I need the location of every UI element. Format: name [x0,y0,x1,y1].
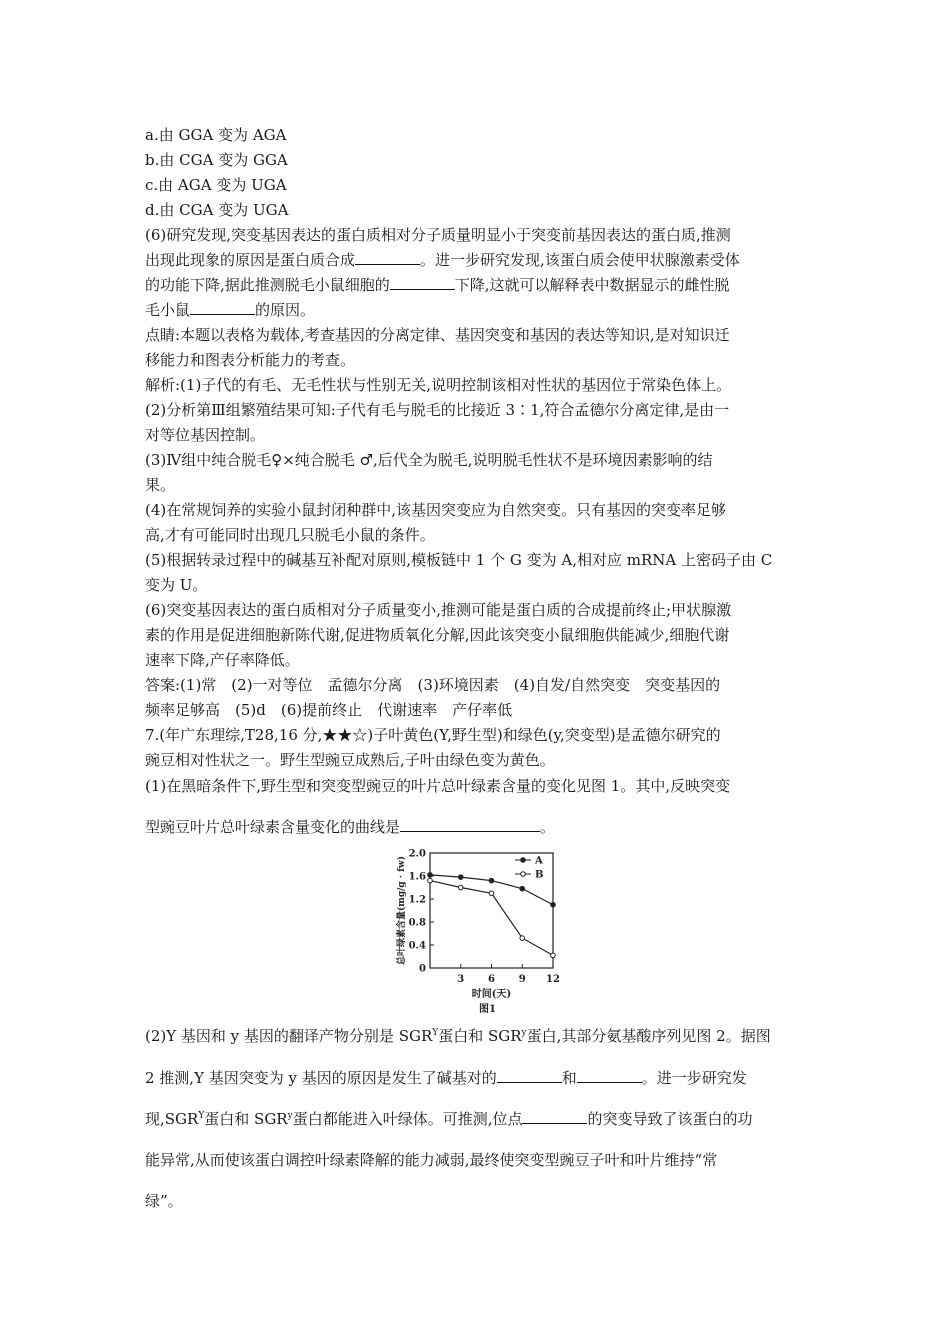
legend-marker-B [521,872,526,877]
text-segment: 蛋白都能进入叶绿体。可推测,位点 [292,1110,523,1128]
y-tick-label: 0.4 [408,940,426,952]
text-segment: 果。 [145,476,176,494]
text-line [145,675,720,695]
y-tick-label: 0.8 [408,917,426,929]
text-line [145,275,730,295]
text-segment: 变为 U。 [145,576,208,594]
text-segment: (1)在黑暗条件下,野生型和突变型豌豆的叶片总叶绿素含量的变化见图 1。其中,反映突变 [145,777,731,795]
text-line [145,600,731,620]
text-segment: 出现此现象的原因是蛋白质合成 [145,251,356,269]
y-axis-label: 总叶绿素含量(mg/g · fw) [397,856,407,965]
text-line [145,200,288,220]
text-line [145,650,300,670]
text-line [145,575,207,595]
text-segment: 的原因。 [255,301,316,319]
text-line [145,776,730,796]
text-segment: c.由 AGA 变为 UGA [145,176,287,194]
y-tick-label: 1.6 [408,871,426,883]
text-line [145,725,721,745]
legend-label-B: B [535,869,544,881]
text-line [145,375,731,395]
text-segment: 点睛:本题以表格为载体,考查基因的分离定律、基因突变和基因的表达等知识,是对知识迁 [145,326,730,344]
text-segment: 频率足够高 (5)d (6)提前终止 代谢速率 产仔率低 [145,701,513,719]
text-line [145,325,730,345]
text-line [145,750,555,770]
text-segment: (5)根据转录过程中的碱基互补配对原则,模板链中 1 个 G 变为 A,相对应 mRNA 上密码子由 C [145,551,773,569]
text-segment: 答案:(1)常 (2)一对等位 孟德尔分离 (3)环境因素 (4)自发/自然突变 突变基因的 [145,676,721,694]
data-point-A [458,875,463,880]
y-tick-label: 1.2 [408,894,426,906]
text-line [145,500,726,520]
legend-label-A: A [535,855,543,867]
x-tick-label: 9 [518,974,526,985]
y-tick-label: 2.0 [408,848,426,860]
text-line [145,1150,717,1170]
text-segment: 毛小鼠 [145,301,191,319]
text-segment: 解析:(1)子代的有毛、无毛性状与性别无关,说明控制该相对性状的基因位于常染色体上。 [145,376,732,394]
data-point-B [458,885,463,890]
data-point-A [551,902,556,907]
y-tick-label: 0 [419,963,426,975]
superscript: Y [432,1028,439,1038]
text-segment: 能异常,从而使该蛋白调控叶绿素降解的能力减弱,最终使突变型豌豆子叶和叶片维持“常 [145,1151,718,1169]
text-segment: 速率下降,产仔率降低。 [145,651,300,669]
data-point-B [428,878,433,883]
text-segment: 绿”。 [145,1192,183,1210]
chart-title: 图1 [479,1004,496,1015]
fill-in-blank [190,300,255,315]
text-line [145,625,729,645]
text-line [145,425,265,445]
text-line [145,400,729,420]
text-line [145,525,435,545]
text-segment: 。进一步研究发现,该蛋白质会使甲状腺激素受体 [420,251,740,269]
text-segment: 7.(年广东理综,T28,16 分,★★☆)子叶黄色(Y,野生型)和绿色(y,突变型)是孟德尔研究的 [145,726,721,744]
text-segment: 对等位基因控制。 [145,426,266,444]
text-segment: 蛋白和 SGR [438,1027,522,1045]
text-segment: 高,才有可能同时出现几只脱毛小鼠的条件。 [145,526,435,544]
text-line [145,1191,183,1211]
text-segment: 素的作用是促进细胞新陈代谢,促进物质氧化分解,因此该突变小鼠细胞供能减少,细胞代谢 [145,626,730,644]
x-tick-label: 6 [488,974,495,985]
text-line [145,450,713,470]
text-segment: 的突变导致了该蛋白的功 [587,1110,753,1128]
text-line [145,1068,747,1088]
superscript: y [287,1111,293,1121]
text-segment: 下降,这就可以解释表中数据显示的雌性脱 [454,276,730,294]
text-line [145,225,731,245]
superscript: y [521,1028,527,1038]
fill-in-blank [355,250,420,265]
x-tick-label: 3 [457,974,465,985]
text-line [145,300,315,320]
fill-in-blank [577,1068,642,1083]
data-point-A [489,878,494,883]
fill-in-blank [522,1109,587,1124]
text-segment: (6)研究发现,突变基因表达的蛋白质相对分子质量明显小于突变前基因表达的蛋白质,推测 [145,226,731,244]
text-segment: 。进一步研究发 [641,1069,747,1087]
text-segment: 2 推测,Y 基因突变为 y 基因的原因是发生了碱基对的 [145,1069,497,1087]
text-line [145,175,287,195]
text-segment: 型豌豆叶片总叶绿素含量变化的曲线是 [145,818,401,836]
text-line [145,150,288,170]
text-line [145,250,740,270]
text-segment: 现,SGR [145,1110,199,1128]
text-segment: 蛋白和 SGR [204,1110,288,1128]
legend-marker-A [521,858,526,863]
data-point-B [551,953,556,958]
text-segment: (4)在常规饲养的实验小鼠封闭种群中,该基因突变应为自然突变。只有基因的突变率足够 [145,501,727,519]
text-segment: 蛋白,其部分氨基酸序列见图 2。据图 [526,1027,771,1045]
fill-in-blank [390,275,455,290]
text-segment: 移能力和图表分析能力的考查。 [145,351,356,369]
text-segment: a.由 GGA 变为 AGA [145,126,287,144]
text-segment: 和 [561,1069,577,1087]
superscript: Y [198,1111,205,1121]
text-line [145,817,555,837]
data-point-B [489,891,494,896]
text-segment: 的功能下降,据此推测脱毛小鼠细胞的 [145,276,390,294]
data-point-B [520,936,525,941]
data-point-A [428,873,433,878]
x-axis-label: 时间(天) [471,989,512,1000]
text-segment: (2)Y 基因和 y 基因的翻译产物分别是 SGR [145,1027,433,1045]
text-line [145,550,772,570]
text-segment: (2)分析第Ⅲ组繁殖结果可知:子代有毛与脱毛的比接近 3∶1,符合孟德尔分离定律,是由一 [145,401,730,419]
text-segment: b.由 CGA 变为 GGA [145,151,288,169]
text-line [145,475,175,495]
fill-in-blank [497,1068,562,1083]
text-line [145,700,512,720]
fill-in-blank [400,817,540,832]
figure-1-line-chart [395,845,585,1020]
text-segment: d.由 CGA 变为 UGA [145,201,289,219]
text-line [145,1109,753,1129]
text-line [145,1026,771,1046]
x-tick-label: 12 [546,974,560,985]
data-point-A [520,886,525,891]
text-segment: 豌豆相对性状之一。野生型豌豆成熟后,子叶由绿色变为黄色。 [145,751,555,769]
text-line [145,350,355,370]
text-segment: (3)Ⅳ组中纯合脱毛♀×纯合脱毛 ♂,后代全为脱毛,说明脱毛性状不是环境因素影响的结 [145,451,713,469]
text-line [145,125,286,145]
text-segment: (6)突变基因表达的蛋白质相对分子质量变小,推测可能是蛋白质的合成提前终止;甲状腺激 [145,601,732,619]
text-segment: 。 [540,818,556,836]
